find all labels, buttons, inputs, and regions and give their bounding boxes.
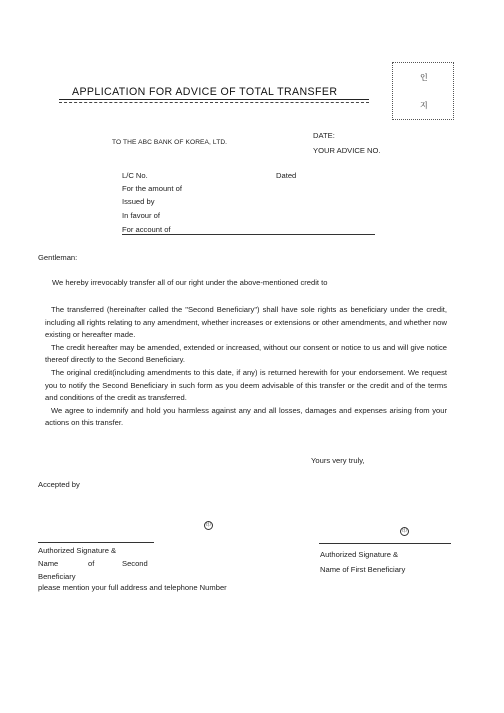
paragraph-original-credit: The original credit(including amendments to this date, if any) is returned herewith for your endorsement. We request you to notify the Second Beneficiary in such form as you deem advisable of this transfer or the credit and of the terms and conditions of the credit as transferred.	[45, 367, 447, 403]
dated-label: Dated	[276, 171, 297, 180]
seal-box	[392, 62, 454, 120]
paragraph-amendment: The credit hereafter may be amended, extended or increased, without our consent or notice to us and will give notice thereof directly to the Second Beneficiary.	[45, 342, 447, 365]
lc-no-label: L/C No.	[122, 171, 148, 180]
right-signature-line	[319, 543, 451, 544]
paragraph-indemnify: We agree to indemnify and hold you harmless against any and all losses, damages and expenses arising from your actions on this transfer.	[45, 405, 447, 428]
in-favour-of-label: In favour of	[122, 211, 160, 220]
right-name-label: Name of First Beneficiary	[320, 565, 406, 574]
left-signature-line	[38, 542, 154, 543]
intro-text: We hereby irrevocably transfer all of our right under the above-mentioned credit to	[52, 278, 328, 287]
for-account-of-line	[122, 234, 375, 235]
left-signature-label: Authorized Signature &	[38, 546, 117, 555]
advice-no-label: YOUR ADVICE NO.	[313, 146, 381, 155]
left-name-word: Name	[38, 559, 59, 568]
right-seal-mark-icon: 印	[401, 528, 407, 534]
amount-label: For the amount of	[122, 184, 182, 193]
title-underline	[59, 99, 369, 100]
body-paragraphs	[45, 304, 447, 430]
seal-bottom-char: 지	[420, 101, 428, 110]
date-label: DATE:	[313, 131, 335, 140]
seal-top-char: 인	[420, 73, 428, 82]
paragraph-sole-rights: The transferred (hereinafter called the "Second Beneficiary") shall have sole rights as beneficiary under the credit, including all rights relating to any amendment, whether increases or extensions or other amendments, and whether now existing or hereafter made.	[45, 305, 447, 340]
addressee: TO THE ABC BANK OF KOREA, LTD.	[112, 139, 228, 146]
issued-by-label: Issued by	[122, 197, 155, 206]
left-second-word: Second	[122, 559, 148, 568]
left-seal-mark-icon: 印	[205, 522, 211, 528]
document-title: APPLICATION FOR ADVICE OF TOTAL TRANSFER	[72, 86, 338, 98]
left-beneficiary-word: Beneficiary	[38, 572, 76, 581]
salutation: Gentleman:	[38, 253, 78, 262]
accepted-by: Accepted by	[38, 480, 80, 489]
left-of-word: of	[88, 559, 95, 568]
closing: Yours very truly,	[311, 456, 365, 465]
for-account-of-label: For account of	[122, 225, 171, 234]
address-note: please mention your full address and telephone Number	[38, 583, 227, 592]
right-signature-label: Authorized Signature &	[320, 550, 399, 559]
title-underline-dashed	[59, 102, 369, 103]
